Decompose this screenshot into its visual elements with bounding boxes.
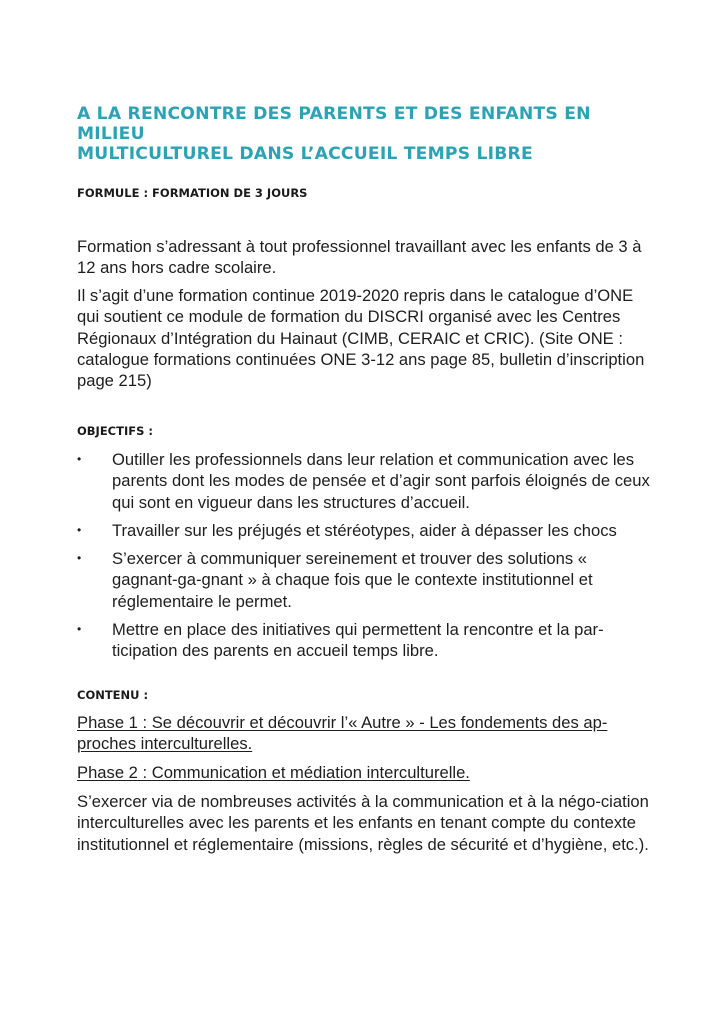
bullet-icon: • [77,522,82,537]
formule-label: FORMULE : FORMATION DE 3 JOURS [77,186,308,200]
phase-1-heading: Phase 1 : Se découvrir et découvrir l’« Autre » - Les fondements des ap-proches interculturelles. [77,713,608,754]
objectif-text: Travailler sur les préjugés et stéréotypes, aider à dépasser les chocs [112,520,617,540]
objectif-text: Outiller les professionnels dans leur relation et communication avec les parents dont les modes de pensée et d’agir sont parfois éloignés de ceux qui sont en vigueur dans les structures d’accueil. [112,450,650,512]
objectifs-label: OBJECTIFS : [77,424,153,438]
list-item [77,619,657,662]
list-item [77,449,657,513]
contenu-label: CONTENU : [77,688,149,702]
intro-paragraph-1: Formation s’adressant à tout professionnel travaillant avec les enfants de 3 à 12 ans hors cadre scolaire. [77,237,642,278]
title-line-2: MULTICULTUREL DANS L’ACCUEIL TEMPS LIBRE [77,144,533,164]
bullet-icon: • [77,622,82,637]
bullet-icon: • [77,551,82,566]
list-item [77,548,657,612]
objectifs-list [77,449,657,669]
document-title [77,104,657,164]
objectif-text: Mettre en place des initiatives qui permettent la rencontre et la par-ticipation des parents en accueil temps libre. [112,620,604,661]
objectif-text: S’exercer à communiquer sereinement et trouver des solutions « gagnant-ga-gnant » à chaque fois que le contexte institutionnel et réglementaire le permet. [112,549,593,611]
contenu-paragraph: S’exercer via de nombreuses activités à la communication et à la négo-ciation interculturelles avec les parents et les enfants en tenant compte du contexte institutionnel et réglementaire (missions, règles de sécurité et d’hygiène, etc.). [77,792,649,854]
phase-2-heading: Phase 2 : Communication et médiation interculturelle. [77,763,470,782]
title-line-1: A LA RENCONTRE DES PARENTS ET DES ENFANTS EN MILIEU [77,104,591,144]
intro-paragraph-2: Il s’agit d’une formation continue 2019-2020 repris dans le catalogue d’ONE qui soutient ce module de formation du DISCRI organisé avec les Centres Régionaux d’Intégration du Hainaut (CIMB, CERAIC et CRIC). (Site ONE : catalogue formations continuées ONE 3-12 ans page 85, bulletin d’inscription page 215) [77,286,645,391]
bullet-icon: • [77,452,82,466]
list-item [77,520,657,541]
